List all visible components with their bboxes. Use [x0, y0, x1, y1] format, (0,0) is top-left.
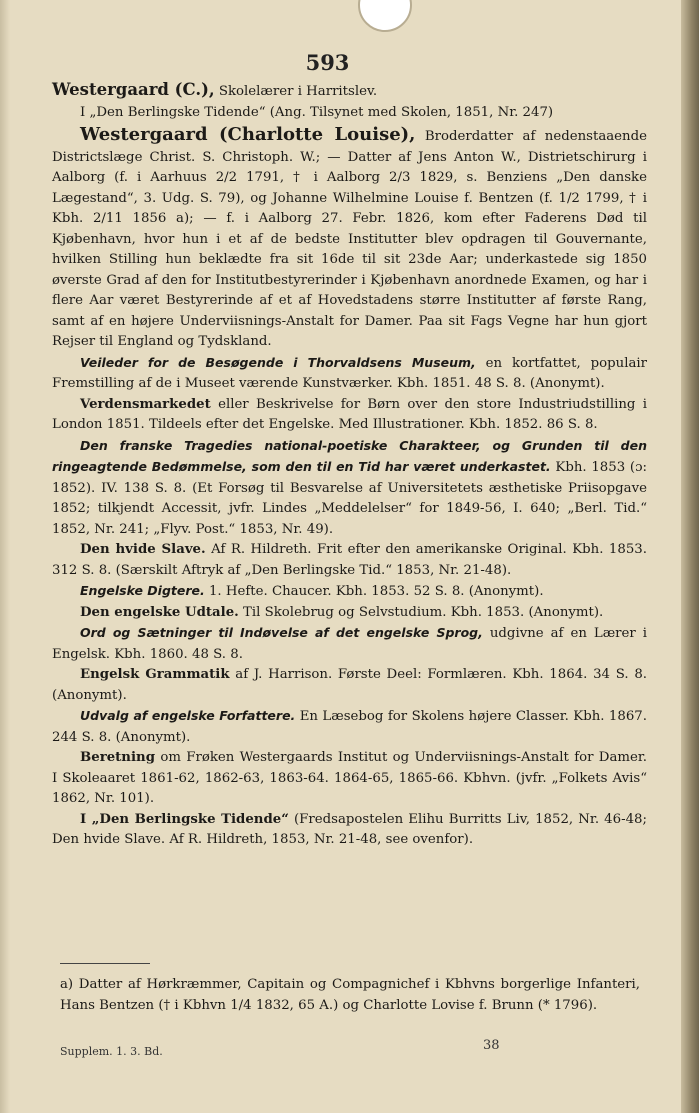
footnote-divider [60, 963, 150, 964]
work-title: Den engelske Udtale. [80, 604, 239, 620]
work-title: Engelsk Grammatik [80, 667, 230, 682]
work-title: Beretning [80, 750, 155, 765]
work-details: om Frøken Westergaards Institut og Underviisnings-Anstalt for Damer. I Skoleaaret 1861-62, 1862-63, 1863-64. 1864-65, 1865-66. Kbhvn. (jvfr. „Folkets Avis“ 1862, Nr. 101). [52, 750, 647, 806]
entry-westergaard-c [52, 80, 647, 103]
entry-heading: Westergaard (C.), [52, 80, 215, 99]
entry-text: Broderdatter af nedenstaaende Districtslæge Christ. S. Christoph. W.; — Datter af Jens Anton W., Distrietschirurg i Aalborg (f. i Aarhuus 2/2 1791, † i Aalborg 2/3 1829, s. Benziens „Den danske Lægestand“, 3. Udg. S. 79), og Johanne Wilhelmine Louise f. Bentzen (f. 1/2 1799, † i Kbh. 2/11 1856 a); — f. i Aalborg 27. Febr. 1826, kom efter Faderens Død til Kjøbenhavn, hvor hun i et af de bedste Institutter blev opdragen til Gouvernante, hvilken Stilling hun beklædte fra sit 16de til sit 23de Aar; underkastede sig 1850 øverste Grad af den for Institutbestyrerinder i Kjøbenhavn anordnede Examen, og har i flere Aar været Bestyrerinde af et af Hovedstadens større Institutter af første Rang, samt af en højere Underviisnings-Anstalt for Damer. Paa sit Fags Vegne har hun gjort Rejser til England og Tydskland. [52, 129, 647, 349]
work-details: en kortfattet, populair Fremstilling af de i Museet værende Kunstværker. Kbh. 1851. 48 S. 8. (Anonymt). [52, 355, 647, 391]
work-title: Engelske Digtere. [80, 583, 205, 598]
work-details: eller Beskrivelse for Børn over den store Industriudstilling i London 1851. Tildeels efter det Engelske. Med Illustrationer. Kbh. 1852. 86 S. 8. [52, 396, 647, 432]
work-title: Verdensmarkedet [80, 396, 211, 412]
work-title: Den franske Tragedies national-poetiske Charakteer, og Grunden til den ringeagtende Bedømmelse, som den til en Tid har været underkastet. [52, 437, 647, 474]
page-content [52, 80, 647, 851]
work-details: Af R. Hildreth. Frit efter den amerikanske Original. Kbh. 1853. 312 S. 8. (Særskilt Aftryk af „Den Berlingske Tid.“ 1853, Nr. 21-48). [52, 542, 647, 578]
work-item [52, 748, 647, 810]
work-title: Veileder for de Besøgende i Thorvaldsens Museum, [80, 354, 476, 370]
work-details: Til Skolebrug og Selvstudium. Kbh. 1853. (Anonymt). [238, 604, 604, 620]
page-gutter-shadow [0, 0, 10, 1113]
entry-text: Skolelærer i Harritslev. [214, 84, 378, 99]
work-item [52, 353, 647, 395]
work-details: (Fredsapostelen Elihu Burritts Liv, 1852, Nr. 46-48; Den hvide Slave. Af R. Hildreth, 1853, Nr. 21-48, see ovenfor). [52, 811, 647, 847]
work-title: Ord og Sætninger til Indøvelse af det engelske Sprog, [80, 625, 483, 640]
work-item [52, 436, 647, 541]
work-details: udgivne af en Lærer i Engelsk. Kbh. 1860. 48 S. 8. [52, 626, 647, 662]
bookmark-tab [358, 0, 412, 32]
work-item [52, 603, 647, 624]
work-title: Den hvide Slave. [80, 542, 206, 557]
signature-mark: Supplem. 1. 3. Bd. [60, 1045, 163, 1058]
entry-heading: Westergaard (Charlotte Louise), [80, 124, 416, 145]
sheet-number: 38 [483, 1038, 500, 1053]
footnote: a) Datter af Hørkræmmer, Capitain og Compagnichef i Kbhvns borgerlige Infanteri, Hans Bentzen († i Kbhvn 1/4 1832, 65 A.) og Charlotte Lovise f. Brunn (* 1796). [60, 977, 640, 1013]
work-title: Udvalg af engelske Forfattere. [80, 708, 296, 723]
work-item [52, 810, 647, 851]
work-item [52, 623, 647, 665]
work-details: 1. Hefte. Chaucer. Kbh. 1853. 52 S. 8. (Anonymt). [204, 584, 544, 599]
work-details: af J. Harrison. Første Deel: Formlæren. Kbh. 1864. 34 S. 8. (Anonymt). [52, 667, 648, 703]
work-details: Kbh. 1853 (ɔ: 1852). IV. 138 S. 8. (Et Forsøg til Besvarelse af Universitetets æsthetiske Priisopgave 1852; tilkjendt Accessit, jvfr. Lindes „Meddelelser“ for 1849-56, I. 640; „Berl. Tid.“ 1852, Nr. 241; „Flyv. Post.“ 1853, Nr. 49). [52, 460, 647, 537]
work-item [52, 706, 647, 748]
work-details: En Læsebog for Skolens højere Classer. Kbh. 1867. 244 S. 8. (Anonymt). [52, 709, 647, 745]
entry-westergaard-charlotte [52, 125, 647, 353]
work-item [52, 665, 647, 706]
work-item [52, 540, 647, 581]
page-number: 593 [305, 50, 350, 75]
entry-sub: I „Den Berlingske Tidende“ (Ang. Tilsynet med Skolen, 1851, Nr. 247) [80, 104, 554, 120]
work-title: I „Den Berlingske Tidende“ [80, 811, 289, 827]
work-item [52, 395, 647, 436]
page-edge [681, 0, 699, 1113]
work-item [52, 581, 647, 603]
